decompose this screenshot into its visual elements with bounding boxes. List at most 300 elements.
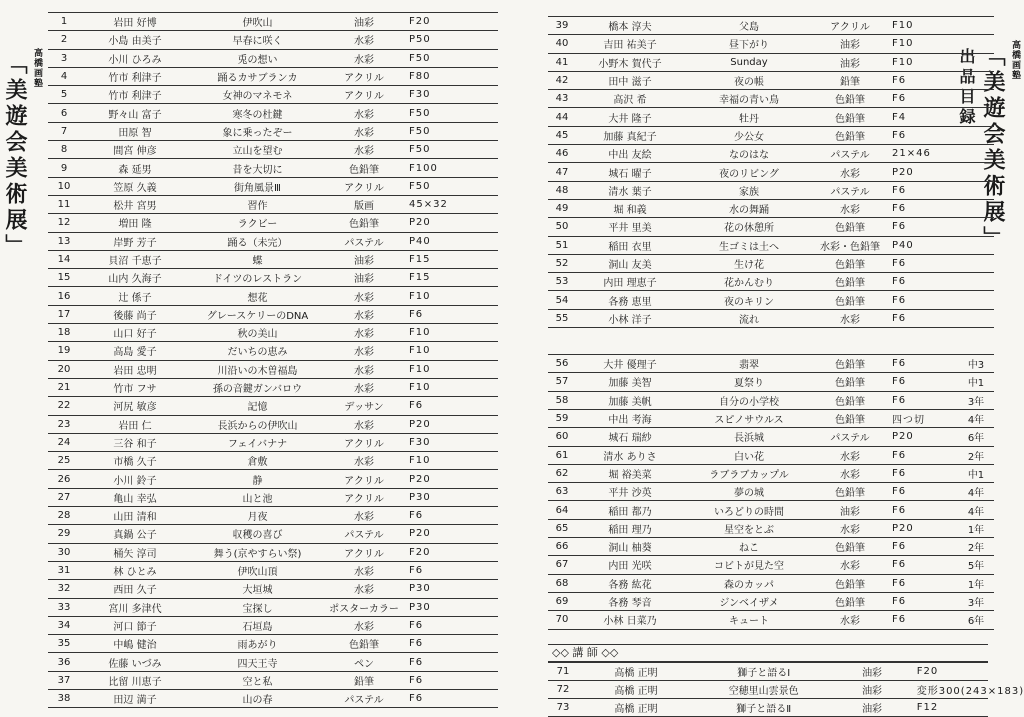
entry-name: 野々山 富子 <box>80 104 190 122</box>
entry-name: 小林 洋子 <box>576 309 684 327</box>
entry-name: 各務 恵里 <box>576 291 684 309</box>
entry-no: 33 <box>48 598 80 616</box>
entry-no: 48 <box>548 181 576 199</box>
entry-name: 松井 宮男 <box>80 195 190 213</box>
entry-name: 堀 和義 <box>576 199 684 217</box>
entry-medium: 油彩 <box>833 680 910 698</box>
entry-medium: 水彩 <box>325 415 403 433</box>
table-row <box>48 13 498 31</box>
entry-size: F10 <box>403 287 498 305</box>
entry-grade <box>958 236 994 254</box>
entry-medium: 色鉛筆 <box>325 159 403 177</box>
entry-size: F30 <box>403 433 498 451</box>
table-row <box>48 415 498 433</box>
entry-name: 平井 里美 <box>576 218 684 236</box>
entry-no: 26 <box>48 470 80 488</box>
entry-title: いろどりの時間 <box>684 501 814 519</box>
entry-grade <box>958 90 994 108</box>
entry-size: F10 <box>886 17 958 35</box>
entry-no: 68 <box>548 574 576 592</box>
entry-title: 想花 <box>190 287 325 305</box>
entry-title: 倉敷 <box>190 452 325 470</box>
table-row <box>548 236 994 254</box>
entry-medium: ポスターカラー <box>325 598 403 616</box>
entry-title: 夜の帳 <box>684 71 814 89</box>
entry-no: 67 <box>548 556 576 574</box>
entry-name: 高橋 正明 <box>578 680 694 698</box>
entry-title: 大垣城 <box>190 580 325 598</box>
entry-name: 平井 沙英 <box>576 483 684 501</box>
entry-no: 15 <box>48 269 80 287</box>
entry-medium: 色鉛筆 <box>814 218 886 236</box>
entry-size: F6 <box>886 574 958 592</box>
entry-title: 白い花 <box>684 446 814 464</box>
entry-name: 岩田 忠明 <box>80 360 190 378</box>
table-row <box>548 680 988 698</box>
entry-medium: 水彩 <box>814 309 886 327</box>
entry-no: 23 <box>48 415 80 433</box>
entry-title: フェイバナナ <box>190 433 325 451</box>
entry-size: P50 <box>403 31 498 49</box>
entry-title: 早春に咲く <box>190 31 325 49</box>
entry-medium: 水彩 <box>814 611 886 629</box>
entry-title: 伊吹山頂 <box>190 561 325 579</box>
entry-size: F6 <box>403 689 498 707</box>
entry-name: 辻 係子 <box>80 287 190 305</box>
entry-title: 夜のリビング <box>684 163 814 181</box>
entry-name: 竹市 利津子 <box>80 86 190 104</box>
entry-title: 花かんむり <box>684 273 814 291</box>
entry-title: 夏祭り <box>684 373 814 391</box>
entry-medium: アクリル <box>814 17 886 35</box>
entry-no: 25 <box>48 452 80 470</box>
entry-title: 幸福の青い鳥 <box>684 90 814 108</box>
entry-title: 収穫の喜び <box>190 525 325 543</box>
entry-no: 71 <box>548 662 578 680</box>
entry-name: 清水 ありさ <box>576 446 684 464</box>
entry-no: 59 <box>548 409 576 427</box>
entry-no: 18 <box>48 324 80 342</box>
entry-no: 46 <box>548 145 576 163</box>
table-row <box>548 592 994 610</box>
table-row <box>48 378 498 396</box>
entry-no: 66 <box>548 538 576 556</box>
entry-title: 記憶 <box>190 397 325 415</box>
table-row <box>48 214 498 232</box>
entry-title: 山の春 <box>190 689 325 707</box>
table-row <box>48 305 498 323</box>
table-row <box>48 122 498 140</box>
entry-grade <box>958 53 994 71</box>
entry-medium: 版画 <box>325 195 403 213</box>
entry-no: 39 <box>548 17 576 35</box>
entry-name: 田中 滋子 <box>576 71 684 89</box>
entry-no: 41 <box>548 53 576 71</box>
entry-title: スピノサウルス <box>684 409 814 427</box>
table-row <box>548 273 994 291</box>
table-row <box>48 104 498 122</box>
entry-grade <box>958 145 994 163</box>
entry-size: F6 <box>886 611 958 629</box>
entry-title: 牡丹 <box>684 108 814 126</box>
table-row <box>48 324 498 342</box>
entry-title: 寒冬の杜鍵 <box>190 104 325 122</box>
entry-grade: 3年 <box>958 592 994 610</box>
entry-title: 星空をとぶ <box>684 519 814 537</box>
entry-no: 51 <box>548 236 576 254</box>
table-row <box>48 232 498 250</box>
table-row <box>548 699 988 717</box>
table-row <box>548 446 994 464</box>
entry-medium: 水彩 <box>325 342 403 360</box>
entry-medium: 水彩 <box>325 378 403 396</box>
entry-medium: パステル <box>325 525 403 543</box>
entry-grade: 中1 <box>958 464 994 482</box>
entry-no: 54 <box>548 291 576 309</box>
entry-grade <box>958 163 994 181</box>
entry-name: 小島 由美子 <box>80 31 190 49</box>
entry-size: P20 <box>886 428 958 446</box>
entry-no: 55 <box>548 309 576 327</box>
table-row <box>548 53 994 71</box>
entry-no: 27 <box>48 488 80 506</box>
entry-grade <box>958 126 994 144</box>
entry-title: 舞う(京やすらい祭) <box>190 543 325 561</box>
entry-title: 少公女 <box>684 126 814 144</box>
entry-title: 夢の城 <box>684 483 814 501</box>
entry-grade <box>958 218 994 236</box>
table-row <box>548 519 994 537</box>
entry-title: 四天王寺 <box>190 653 325 671</box>
entry-medium: 水彩 <box>325 452 403 470</box>
table-row <box>48 470 498 488</box>
entry-size: F15 <box>403 250 498 268</box>
entry-no: 28 <box>48 507 80 525</box>
entry-size: F6 <box>886 538 958 556</box>
entry-no: 52 <box>548 254 576 272</box>
table-row <box>48 653 498 671</box>
entry-name: 城石 瑞紗 <box>576 428 684 446</box>
entry-name: 稲田 理乃 <box>576 519 684 537</box>
exhibition-title: 「美遊会美術展」 <box>978 44 1009 252</box>
entry-title: 静 <box>190 470 325 488</box>
entry-size: F6 <box>886 90 958 108</box>
table-row <box>48 689 498 707</box>
entry-name: 貝沼 千恵子 <box>80 250 190 268</box>
entry-name: 竹市 フサ <box>80 378 190 396</box>
entry-size: F6 <box>403 635 498 653</box>
entry-size: F6 <box>886 556 958 574</box>
entry-name: 加藤 美帆 <box>576 391 684 409</box>
entry-no: 6 <box>48 104 80 122</box>
entry-grade: 6年 <box>958 428 994 446</box>
entry-no: 60 <box>548 428 576 446</box>
table-row <box>48 580 498 598</box>
entry-title: 長浜城 <box>684 428 814 446</box>
entry-size: P30 <box>403 598 498 616</box>
entry-no: 73 <box>548 699 578 717</box>
entry-size: P20 <box>886 519 958 537</box>
entry-title: Sunday <box>684 53 814 71</box>
right-entries-table-students <box>548 354 994 629</box>
entry-medium: 水彩 <box>814 464 886 482</box>
entry-size: F4 <box>886 108 958 126</box>
entry-medium: デッサン <box>325 397 403 415</box>
entry-grade: 中3 <box>958 355 994 373</box>
entry-name: 宮川 多津代 <box>80 598 190 616</box>
entry-medium: 油彩 <box>833 662 910 680</box>
entry-medium: 油彩 <box>833 699 910 717</box>
entry-grade: 3年 <box>958 391 994 409</box>
entry-no: 69 <box>548 592 576 610</box>
table-row <box>48 287 498 305</box>
entry-name: 後藤 尚子 <box>80 305 190 323</box>
entry-size: F6 <box>886 355 958 373</box>
table-row <box>48 507 498 525</box>
table-row <box>48 31 498 49</box>
entry-no: 17 <box>48 305 80 323</box>
entry-no: 8 <box>48 141 80 159</box>
entry-name: 三谷 和子 <box>80 433 190 451</box>
entry-size: P40 <box>886 236 958 254</box>
entry-title: 生け花 <box>684 254 814 272</box>
entry-size: F50 <box>403 177 498 195</box>
entry-size: P20 <box>403 415 498 433</box>
entry-name: 大井 優理子 <box>576 355 684 373</box>
entry-medium: 水彩 <box>325 324 403 342</box>
entry-medium: 色鉛筆 <box>814 373 886 391</box>
entry-title: 獅子と語るⅡ <box>694 699 834 717</box>
entry-no: 7 <box>48 122 80 140</box>
entry-size: F6 <box>886 391 958 409</box>
entry-title: 生ゴミは土へ <box>684 236 814 254</box>
entry-title: 女神のマネモネ <box>190 86 325 104</box>
entry-size: P20 <box>403 525 498 543</box>
entry-name: 洞山 柚葵 <box>576 538 684 556</box>
table-row <box>548 199 994 217</box>
entry-medium: 水彩 <box>325 360 403 378</box>
entry-name: 河尻 敏彦 <box>80 397 190 415</box>
entry-title: だいちの恵み <box>190 342 325 360</box>
entry-medium: 水彩 <box>814 199 886 217</box>
entry-name: 田原 智 <box>80 122 190 140</box>
entry-name: 洞山 友美 <box>576 254 684 272</box>
entry-size: F50 <box>403 141 498 159</box>
entry-size: F6 <box>886 309 958 327</box>
entry-name: 中嶋 健治 <box>80 635 190 653</box>
entry-size: F6 <box>403 671 498 689</box>
entry-title: 伊吹山 <box>190 13 325 31</box>
entry-no: 30 <box>48 543 80 561</box>
entry-no: 37 <box>48 671 80 689</box>
entry-medium: 水彩 <box>325 616 403 634</box>
entry-size: F6 <box>403 653 498 671</box>
entry-medium: 色鉛筆 <box>814 90 886 108</box>
entry-size: P20 <box>403 214 498 232</box>
entry-no: 5 <box>48 86 80 104</box>
entry-size: F20 <box>403 13 498 31</box>
entry-title: コビトが見た空 <box>684 556 814 574</box>
entry-size: P30 <box>403 580 498 598</box>
table-row <box>48 452 498 470</box>
entry-name: 各務 紘花 <box>576 574 684 592</box>
entry-size: 四つ切 <box>886 409 958 427</box>
entry-name: 岩田 仁 <box>80 415 190 433</box>
entry-name: 城石 曜子 <box>576 163 684 181</box>
table-row <box>548 71 994 89</box>
entry-medium: 色鉛筆 <box>814 355 886 373</box>
entry-size: 変形300(243×183) <box>911 680 988 698</box>
entry-title: 踊るカサブランカ <box>190 67 325 85</box>
entry-no: 40 <box>548 35 576 53</box>
entry-title: 象に乗ったぞー <box>190 122 325 140</box>
table-row <box>548 409 994 427</box>
entry-title: 水の舞踊 <box>684 199 814 217</box>
table-row <box>48 671 498 689</box>
entry-no: 9 <box>48 159 80 177</box>
entry-title: ドイツのレストラン <box>190 269 325 287</box>
entry-grade: 2年 <box>958 538 994 556</box>
entry-no: 56 <box>548 355 576 373</box>
entry-name: 真鍋 公子 <box>80 525 190 543</box>
entry-title: 秋の美山 <box>190 324 325 342</box>
table-row <box>48 598 498 616</box>
entry-no: 13 <box>48 232 80 250</box>
table-row <box>48 159 498 177</box>
entry-size: F10 <box>403 360 498 378</box>
entry-title: 踊る（未完） <box>190 232 325 250</box>
entry-name: 山田 清和 <box>80 507 190 525</box>
entry-grade <box>958 291 994 309</box>
entry-name: 加藤 真紀子 <box>576 126 684 144</box>
entry-no: 3 <box>48 49 80 67</box>
entry-name: 田辺 満子 <box>80 689 190 707</box>
table-row <box>48 488 498 506</box>
table-row <box>548 108 994 126</box>
table-row <box>548 218 994 236</box>
entry-name: 小川 ひろみ <box>80 49 190 67</box>
entry-no: 34 <box>48 616 80 634</box>
entry-name: 間宮 伸彦 <box>80 141 190 159</box>
entry-size: F6 <box>886 501 958 519</box>
entry-name: 比留 川恵子 <box>80 671 190 689</box>
entry-no: 19 <box>48 342 80 360</box>
entry-name: 清水 葉子 <box>576 181 684 199</box>
vertical-title-left <box>4 48 44 260</box>
entry-medium: 水彩 <box>325 507 403 525</box>
entry-no: 36 <box>48 653 80 671</box>
entry-name: 小川 鈴子 <box>80 470 190 488</box>
entry-title: 石垣島 <box>190 616 325 634</box>
entry-size: F6 <box>886 464 958 482</box>
entry-name: 中出 友絵 <box>576 145 684 163</box>
table-row <box>48 269 498 287</box>
table-row <box>48 543 498 561</box>
table-row <box>48 49 498 67</box>
entry-medium: 鉛筆 <box>814 71 886 89</box>
entry-medium: 油彩 <box>814 35 886 53</box>
entry-title: 街角風景Ⅲ <box>190 177 325 195</box>
entry-name: 佐藤 いづみ <box>80 653 190 671</box>
entry-no: 43 <box>548 90 576 108</box>
entry-title: 翡翠 <box>684 355 814 373</box>
instructor-heading: ◇◇ 講 師 ◇◇ <box>548 644 988 662</box>
entry-size: F6 <box>886 446 958 464</box>
entry-medium: 油彩 <box>325 269 403 287</box>
entry-size: F6 <box>886 199 958 217</box>
entry-name: 堀 裕美菜 <box>576 464 684 482</box>
table-row <box>548 291 994 309</box>
table-row <box>48 616 498 634</box>
entry-no: 21 <box>48 378 80 396</box>
entry-medium: 水彩 <box>814 446 886 464</box>
entry-no: 11 <box>48 195 80 213</box>
entry-title: 昔を大切に <box>190 159 325 177</box>
entry-medium: 色鉛筆 <box>814 254 886 272</box>
entry-medium: 色鉛筆 <box>325 635 403 653</box>
entry-medium: パステル <box>814 181 886 199</box>
entry-medium: 色鉛筆 <box>814 483 886 501</box>
entry-no: 58 <box>548 391 576 409</box>
entry-title: 空と私 <box>190 671 325 689</box>
entry-medium: 色鉛筆 <box>814 126 886 144</box>
left-page <box>48 12 498 708</box>
table-row <box>548 464 994 482</box>
table-row <box>48 86 498 104</box>
entry-size: F12 <box>911 699 988 717</box>
entry-title: なのはな <box>684 145 814 163</box>
exhibition-title: 「美遊会美術展」 <box>0 52 31 260</box>
table-row <box>48 561 498 579</box>
table-row <box>48 177 498 195</box>
table-row <box>48 141 498 159</box>
entry-size: F10 <box>403 324 498 342</box>
entry-name: 山口 好子 <box>80 324 190 342</box>
entry-no: 14 <box>48 250 80 268</box>
entry-size: F10 <box>403 378 498 396</box>
entry-size: P40 <box>403 232 498 250</box>
entry-medium: 水彩 <box>325 580 403 598</box>
entry-title: 家族 <box>684 181 814 199</box>
catalog-label: 出品目録 <box>955 48 978 252</box>
entry-size: 21×46 <box>886 145 958 163</box>
table-row <box>48 250 498 268</box>
entry-medium: 油彩 <box>325 13 403 31</box>
entry-medium: パステル <box>814 428 886 446</box>
entry-name: 各務 琴音 <box>576 592 684 610</box>
entry-title: ラブラブカップル <box>684 464 814 482</box>
entry-size: F6 <box>886 218 958 236</box>
entry-title: ねこ <box>684 538 814 556</box>
table-row <box>548 662 988 680</box>
entry-name: 高橋 正明 <box>578 699 694 717</box>
entry-title: 宝探し <box>190 598 325 616</box>
right-entries-table-adults <box>548 16 994 328</box>
entry-size: F20 <box>403 543 498 561</box>
entry-medium: アクリル <box>325 543 403 561</box>
entry-no: 62 <box>548 464 576 482</box>
entry-grade <box>958 108 994 126</box>
table-row <box>548 574 994 592</box>
table-row <box>548 254 994 272</box>
entry-grade: 1年 <box>958 574 994 592</box>
table-row <box>548 611 994 629</box>
entry-title: 山と池 <box>190 488 325 506</box>
entry-medium: 色鉛筆 <box>814 574 886 592</box>
entry-size: F6 <box>886 291 958 309</box>
entry-medium: パステル <box>325 689 403 707</box>
entry-title: グレースケリーのDNA <box>190 305 325 323</box>
